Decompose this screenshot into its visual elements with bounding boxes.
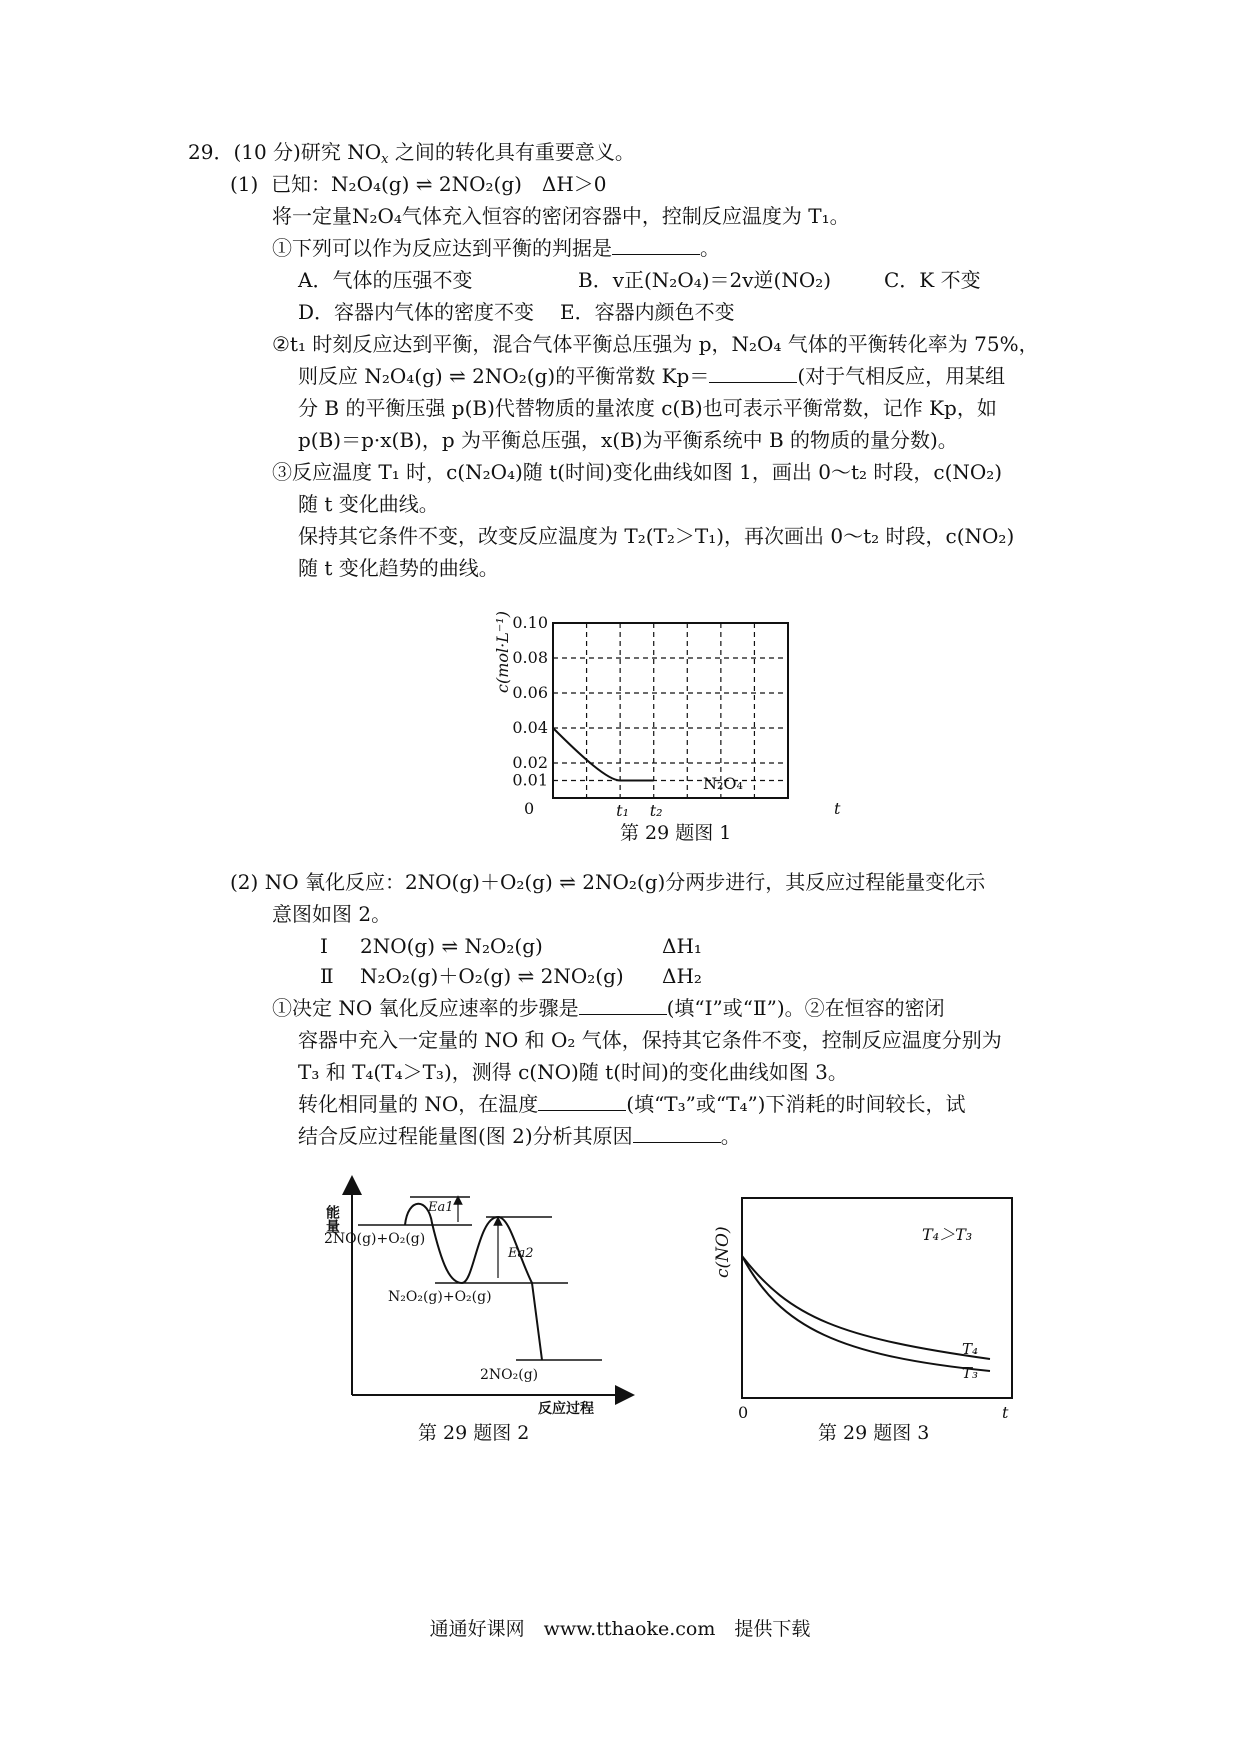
figure3-caption: 第 29 题图 3 — [818, 1422, 930, 1444]
label-t3: T₃ — [962, 1364, 979, 1382]
p2-q4: 转化相同量的 NO，在温度 (填“T₃”或“T₄”)下消耗的时间较长，试 — [298, 1092, 966, 1116]
part2-line2: 意图如图 2。 — [272, 902, 392, 926]
step2-equation: N₂O₂(g)＋O₂(g) ⇌ 2NO₂(g) — [360, 964, 624, 988]
q3-line3: 保持其它条件不变，改变反应温度为 T₂(T₂＞T₁)，再次画出 0～t₂ 时段，c(NO₂) — [298, 524, 1015, 548]
label-start: 2NO(g)+O₂(g) — [324, 1231, 426, 1247]
plot-frame — [553, 623, 788, 798]
answer-blank — [633, 1124, 721, 1143]
step1-equation: 2NO(g) ⇌ N₂O₂(g) — [360, 934, 543, 958]
option-e: E．容器内颜色不变 — [560, 300, 735, 324]
y-axis-label: 能量 — [324, 1205, 340, 1233]
q3-line1: ③反应温度 T₁ 时，c(N₂O₄)随 t(时间)变化曲线如图 1，画出 0～t₂ 时段，c(NO₂) — [272, 460, 1003, 484]
origin-label: 0 — [738, 1403, 749, 1418]
curve-t4 — [742, 1256, 990, 1359]
figure1-caption: 第 29 题图 1 — [620, 822, 732, 844]
answer-blank — [612, 236, 700, 255]
origin-label: 0 — [524, 799, 535, 818]
y-tick-label: 0.06 — [512, 683, 548, 702]
q3-line2: 随 t 变化曲线。 — [298, 492, 439, 516]
answer-blank — [709, 364, 797, 383]
step1-dh: ΔH₁ — [662, 934, 702, 958]
figure2-caption: 第 29 题图 2 — [418, 1422, 530, 1444]
option-b: B．v正(N₂O₄)＝2v逆(NO₂) — [578, 268, 832, 292]
figure1-chart — [480, 608, 860, 833]
answer-blank — [579, 996, 667, 1015]
q2-line1: ②t₁ 时刻反应达到平衡，混合气体平衡总压强为 p，N₂O₄ 气体的平衡转化率为 75%， — [272, 332, 1039, 356]
y-tick-label: 0.10 — [512, 613, 548, 632]
series-line-n2o4 — [553, 728, 654, 781]
step2-label: Ⅱ — [320, 964, 334, 988]
temperature-note: T₄＞T₃ — [922, 1225, 973, 1244]
y-axis-label: c(NO) — [713, 1226, 733, 1278]
p2-q2: 容器中充入一定量的 NO 和 O₂ 气体，保持其它条件不变，控制反应温度分别为 — [298, 1028, 1002, 1052]
figure2-energy-diagram — [320, 1175, 640, 1415]
step2-dh: ΔH₂ — [662, 964, 702, 988]
question-header: 29．(10 分)研究 $NO_x$ 之间的转化具有重要意义。 — [188, 140, 635, 167]
option-a: A．气体的压强不变 — [298, 268, 473, 292]
x-tick-label: t₂ — [649, 801, 663, 820]
x-axis-label: t — [1002, 1403, 1009, 1418]
answer-blank — [538, 1092, 626, 1111]
x-axis-label: t — [834, 799, 841, 818]
series-label-n2o4: N₂O₄ — [703, 774, 743, 793]
p2-q5: 结合反应过程能量图(图 2)分析其原因 。 — [298, 1124, 741, 1148]
label-t4: T₄ — [962, 1340, 979, 1358]
option-c: C．K 不变 — [884, 268, 981, 292]
energy-curve — [405, 1204, 542, 1360]
ea2-label: Ea2 — [508, 1246, 534, 1261]
step1-label: Ⅰ — [320, 934, 328, 958]
x-axis-label: 反应过程 — [538, 1401, 594, 1415]
figure3-chart — [700, 1178, 1030, 1418]
part1-known: (1) 已知：N₂O₄(g) ⇌ 2NO₂(g) ΔH＞0 — [230, 172, 607, 196]
q2-line3: 分 B 的平衡压强 p(B)代替物质的量浓度 c(B)也可表示平衡常数，记作 Kp，如 — [298, 396, 997, 420]
y-tick-label: 0.02 — [512, 753, 548, 772]
label-end: 2NO₂(g) — [480, 1367, 539, 1383]
p2-q3: T₃ 和 T₄(T₄＞T₃)，测得 c(NO)随 t(时间)的变化曲线如图 3。 — [298, 1060, 848, 1084]
page-footer: 通通好课网 www.tthaoke.com 提供下载 — [429, 1618, 811, 1640]
x-tick-label: t₁ — [616, 801, 629, 820]
label-mid: N₂O₂(g)+O₂(g) — [388, 1289, 492, 1305]
q1-prompt: ①下列可以作为反应达到平衡的判据是 。 — [272, 236, 720, 260]
y-tick-label: 0.04 — [512, 718, 548, 737]
part1-setup: 将一定量N₂O₄气体充入恒容的密闭容器中，控制反应温度为 T₁。 — [272, 204, 850, 228]
part2-line1: (2) NO 氧化反应：2NO(g)＋O₂(g) ⇌ 2NO₂(g)分两步进行，其反应过程能量变化示 — [230, 870, 986, 894]
q3-line4: 随 t 变化趋势的曲线。 — [298, 556, 499, 580]
y-tick-label: 0.01 — [512, 770, 548, 790]
ea1-label: Ea1 — [428, 1200, 454, 1215]
option-d: D．容器内气体的密度不变 — [298, 300, 535, 324]
q2-line2: 则反应 N₂O₄(g) ⇌ 2NO₂(g)的平衡常数 Kp＝ (对于气相反应，用某组 — [298, 364, 1006, 388]
y-tick-label: 0.08 — [512, 648, 548, 667]
q2-line4: p(B)＝p·x(B)，p 为平衡总压强，x(B)为平衡系统中 B 的物质的量分数)。 — [298, 428, 958, 452]
p2-q1: ①决定 NO 氧化反应速率的步骤是 (填“Ⅰ”或“Ⅱ”)。②在恒容的密闭 — [272, 996, 945, 1020]
y-axis-label: c(mol·L⁻¹) — [493, 611, 512, 693]
